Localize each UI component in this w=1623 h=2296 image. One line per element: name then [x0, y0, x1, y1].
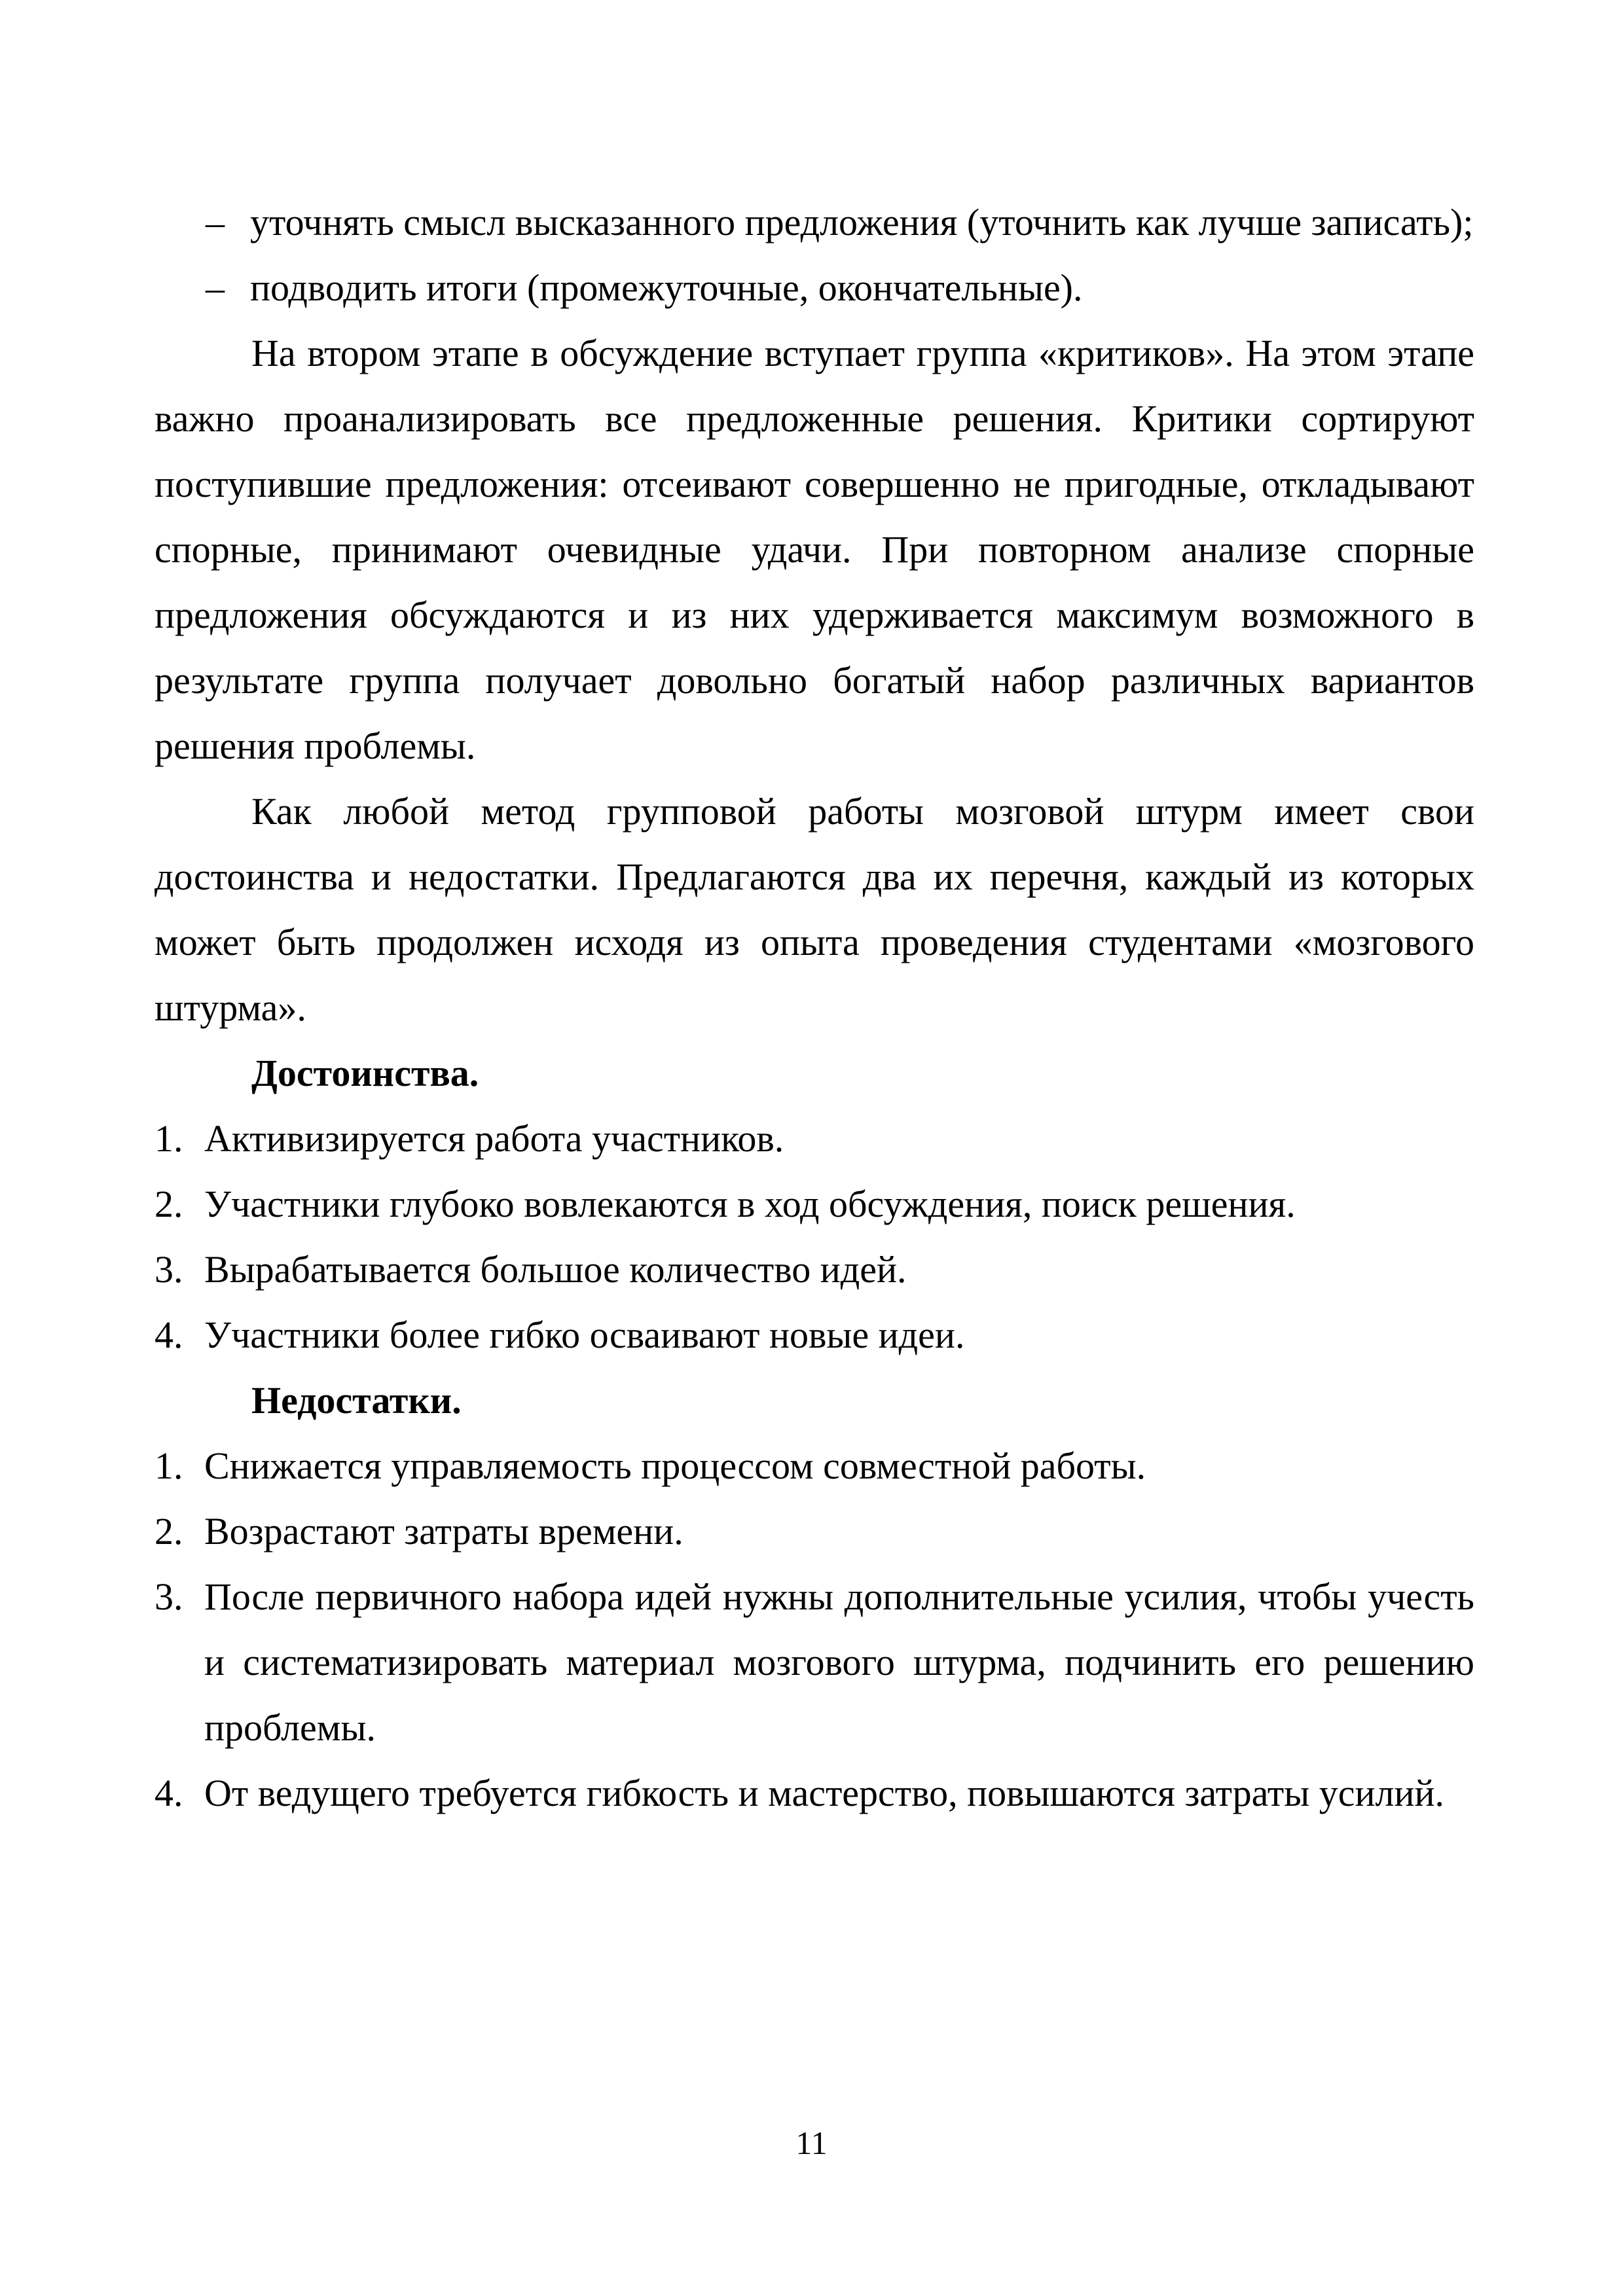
dash-item-text: уточнять смысл высказанного предложения (уточнить как лучше записать);	[250, 201, 1474, 243]
list-number: 2.	[155, 1510, 183, 1552]
list-item-text: После первичного набора идей нужны дополнительные усилия, чтобы учесть и систематизировать материал мозгового штурма, подчинить его решению проблемы.	[204, 1575, 1474, 1749]
dash-list-item	[155, 190, 1474, 255]
disadvantages-list-item	[155, 1564, 1474, 1761]
page-content	[155, 190, 1474, 1826]
dash-item-text: подводить итоги (промежуточные, окончательные).	[250, 266, 1083, 309]
disadvantages-list-item	[155, 1433, 1474, 1499]
dash-bullet: –	[206, 201, 225, 243]
advantages-list-item	[155, 1237, 1474, 1302]
list-item-text: Участники более гибко осваивают новые идеи.	[204, 1314, 965, 1356]
list-number: 2.	[155, 1183, 183, 1225]
list-item-text: Снижается управляемость процессом совместной работы.	[204, 1444, 1146, 1487]
list-number: 3.	[155, 1575, 183, 1618]
list-item-text: От ведущего требуется гибкость и мастерство, повышаются затраты усилий.	[204, 1772, 1445, 1814]
advantages-list-item	[155, 1106, 1474, 1172]
list-number: 4.	[155, 1314, 183, 1356]
disadvantages-heading: Недостатки.	[251, 1379, 462, 1422]
list-item-text: Участники глубоко вовлекаются в ход обсуждения, поиск решения.	[204, 1183, 1296, 1225]
list-item-text: Активизируется работа участников.	[204, 1117, 784, 1160]
list-number: 4.	[155, 1772, 183, 1814]
list-item-text: Вырабатывается большое количество идей.	[204, 1248, 907, 1291]
dash-bullet: –	[206, 266, 225, 309]
advantages-heading: Достоинства.	[251, 1052, 479, 1094]
list-number: 3.	[155, 1248, 183, 1291]
list-item-text: Возрастают затраты времени.	[204, 1510, 684, 1552]
paragraph-critics-stage: На втором этапе в обсуждение вступает группа «критиков». На этом этапе важно проанализировать все предложенные решения. Критики сортируют поступившие предложения: отсеивают совершенно не пригодные, откладывают спорные, принимают очевидные удачи. При повторном анализе спорные предложения обсуждаются и из них удерживается максимум возможного в результате группа получает довольно богатый набор различных вариантов решения проблемы.	[155, 332, 1474, 767]
advantages-list-item	[155, 1172, 1474, 1237]
dash-list-item	[155, 255, 1474, 321]
list-number: 1.	[155, 1444, 183, 1487]
disadvantages-list-item	[155, 1761, 1474, 1826]
list-number: 1.	[155, 1117, 183, 1160]
page-number: 11	[795, 2125, 828, 2161]
paragraph-pros-cons-intro: Как любой метод групповой работы мозговой штурм имеет свои достоинства и недостатки. Предлагаются два их перечня, каждый из которых может быть продолжен исходя из опыта проведения студентами «мозгового штурма».	[155, 790, 1474, 1029]
disadvantages-list-item	[155, 1499, 1474, 1564]
advantages-list-item	[155, 1302, 1474, 1368]
